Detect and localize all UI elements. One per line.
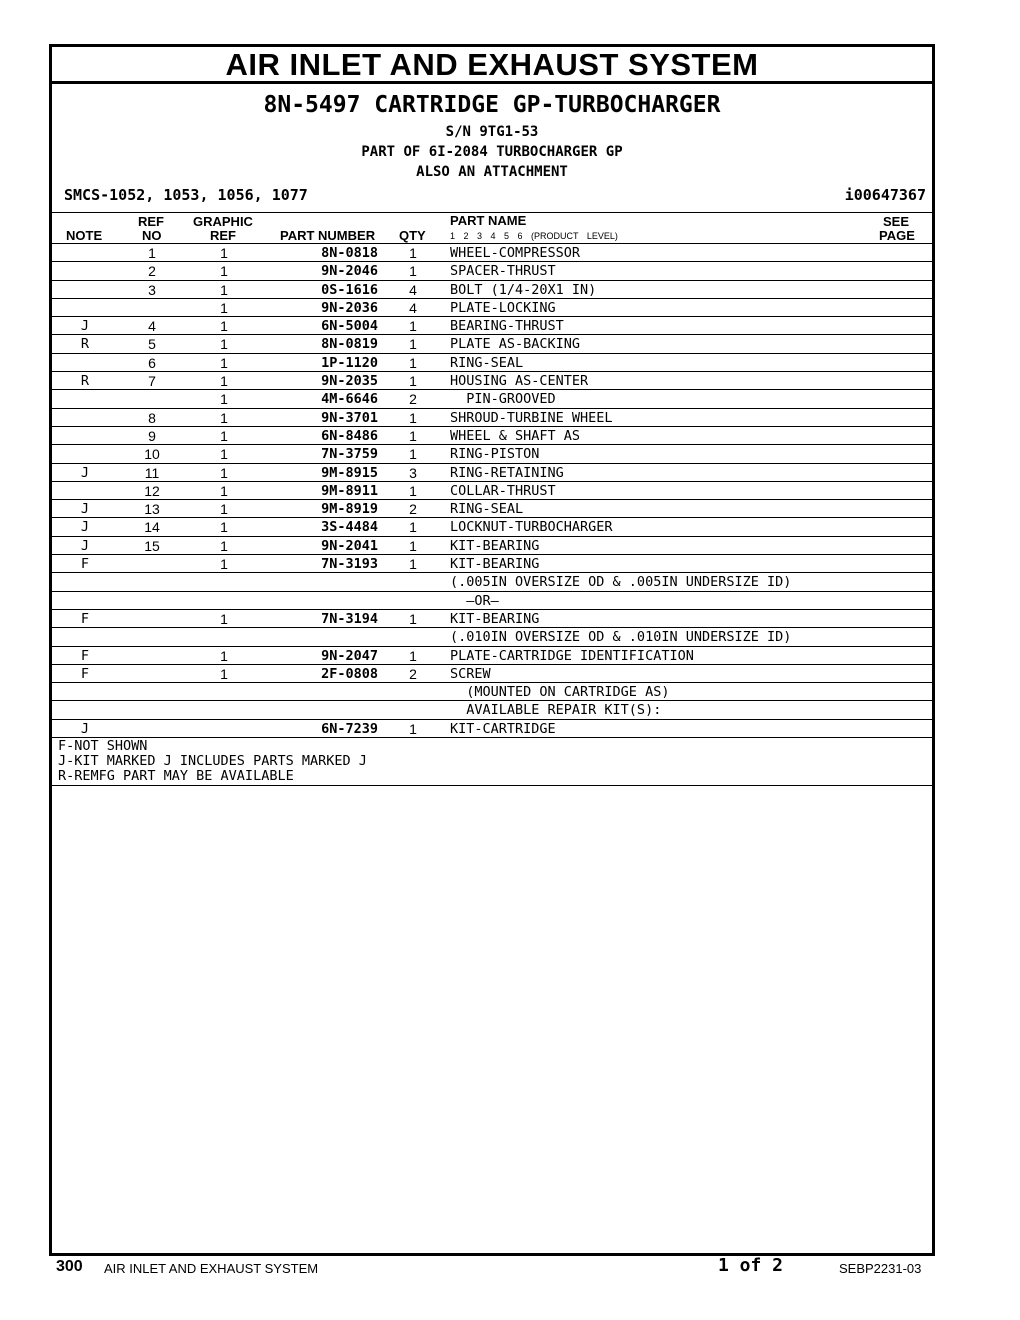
table-row xyxy=(52,518,932,536)
row-note: R xyxy=(80,336,90,353)
col-product-level: 1 2 3 4 5 6 (PRODUCT LEVEL) xyxy=(450,231,618,241)
row-qty: 2 xyxy=(409,665,417,682)
table-row xyxy=(52,720,932,738)
row-part-name: —OR— xyxy=(450,592,499,609)
row-graphic-ref: 1 xyxy=(220,647,228,664)
row-graphic-ref: 1 xyxy=(220,409,228,426)
table-row xyxy=(52,610,932,628)
row-graphic-ref: 1 xyxy=(220,482,228,499)
row-graphic-ref: 1 xyxy=(220,391,228,408)
row-part-number: 9N-2036 xyxy=(321,299,378,316)
page-title: AIR INLET AND EXHAUST SYSTEM xyxy=(52,47,932,84)
row-ref-no: 2 xyxy=(148,263,156,280)
table-row xyxy=(52,628,932,646)
row-part-number: 7N-3759 xyxy=(321,446,378,463)
row-graphic-ref: 1 xyxy=(220,519,228,536)
row-ref-no: 15 xyxy=(144,537,160,554)
row-part-name: PLATE-CARTRIDGE IDENTIFICATION xyxy=(450,647,694,664)
table-row xyxy=(52,335,932,353)
table-row xyxy=(52,372,932,390)
row-graphic-ref: 1 xyxy=(220,281,228,298)
parts-page-frame xyxy=(49,44,935,1256)
row-qty: 2 xyxy=(409,501,417,518)
row-part-name: BOLT (1/4-20X1 IN) xyxy=(450,281,597,298)
parts-table xyxy=(52,244,932,738)
row-part-name: (MOUNTED ON CARTRIDGE AS) xyxy=(450,684,670,701)
row-part-name: PLATE AS-BACKING xyxy=(450,336,581,353)
row-qty: 1 xyxy=(409,610,417,627)
table-row xyxy=(52,482,932,500)
part-of-line: PART OF 6I-2084 TURBOCHARGER GP xyxy=(361,144,623,160)
row-note: J xyxy=(80,537,90,554)
row-qty: 1 xyxy=(409,556,417,573)
row-qty: 1 xyxy=(409,519,417,536)
table-row xyxy=(52,299,932,317)
row-qty: 1 xyxy=(409,482,417,499)
table-row xyxy=(52,390,932,408)
row-ref-no: 10 xyxy=(144,446,160,463)
row-part-number: 7N-3193 xyxy=(321,556,378,573)
row-part-number: 6N-8486 xyxy=(321,427,378,444)
row-part-number: 8N-0818 xyxy=(321,245,378,261)
row-graphic-ref: 1 xyxy=(220,299,228,316)
row-part-name: RING-RETAINING xyxy=(450,464,564,481)
col-note: NOTE xyxy=(66,228,103,243)
attachment-line: ALSO AN ATTACHMENT xyxy=(416,164,568,180)
row-ref-no: 4 xyxy=(148,318,156,335)
row-qty: 1 xyxy=(409,373,417,390)
smcs-codes: SMCS-1052, 1053, 1056, 1077 xyxy=(64,186,308,204)
row-ref-no: 6 xyxy=(148,354,156,371)
row-part-number: 4M-6646 xyxy=(321,391,378,408)
row-qty: 1 xyxy=(409,336,417,353)
row-note: J xyxy=(80,519,90,536)
row-qty: 1 xyxy=(409,245,417,261)
row-qty: 3 xyxy=(409,464,417,481)
row-note: R xyxy=(80,373,90,390)
row-qty: 1 xyxy=(409,354,417,371)
col-ref-top: REF xyxy=(138,214,164,229)
document-number: SEBP2231-03 xyxy=(839,1261,922,1276)
row-part-name: RING-SEAL xyxy=(450,354,524,371)
row-ref-no: 9 xyxy=(148,427,156,444)
serial-number: S/N 9TG1-53 xyxy=(445,124,539,140)
row-part-name: PLATE-LOCKING xyxy=(450,299,556,316)
table-row xyxy=(52,354,932,372)
illustration-id: i00647367 xyxy=(844,186,926,204)
table-row xyxy=(52,555,932,573)
row-qty: 1 xyxy=(409,427,417,444)
row-part-number: 3S-4484 xyxy=(321,519,378,536)
row-part-number: 9M-8919 xyxy=(321,501,378,518)
page-number: 300 xyxy=(56,1258,83,1275)
table-row xyxy=(52,665,932,683)
row-note: J xyxy=(80,720,90,737)
row-note: F xyxy=(80,556,90,573)
group-header xyxy=(52,84,932,213)
row-graphic-ref: 1 xyxy=(220,665,228,682)
row-part-name: (.005IN OVERSIZE OD & .005IN UNDERSIZE ID) xyxy=(450,574,792,591)
row-part-name: (.010IN OVERSIZE OD & .010IN UNDERSIZE ID) xyxy=(450,629,792,646)
row-part-number: 7N-3194 xyxy=(321,610,378,627)
row-graphic-ref: 1 xyxy=(220,263,228,280)
col-ref-bottom: NO xyxy=(142,228,162,243)
row-part-name: PIN-GROOVED xyxy=(450,391,556,408)
row-part-name: LOCKNUT-TURBOCHARGER xyxy=(450,519,613,536)
row-ref-no: 14 xyxy=(144,519,160,536)
row-ref-no: 5 xyxy=(148,336,156,353)
row-part-number: 0S-1616 xyxy=(321,281,378,298)
row-qty: 2 xyxy=(409,391,417,408)
table-row xyxy=(52,262,932,280)
table-row xyxy=(52,244,932,262)
row-part-name: SPACER-THRUST xyxy=(450,263,556,280)
note-line: J-KIT MARKED J INCLUDES PARTS MARKED J xyxy=(58,753,367,770)
row-graphic-ref: 1 xyxy=(220,446,228,463)
row-note: F xyxy=(80,610,90,627)
row-qty: 1 xyxy=(409,263,417,280)
table-row xyxy=(52,592,932,610)
row-part-number: 8N-0819 xyxy=(321,336,378,353)
note-line: R-REMFG PART MAY BE AVAILABLE xyxy=(58,768,294,785)
row-graphic-ref: 1 xyxy=(220,427,228,444)
row-part-name: WHEEL-COMPRESSOR xyxy=(450,245,581,261)
row-ref-no: 8 xyxy=(148,409,156,426)
row-part-name: KIT-BEARING xyxy=(450,610,540,627)
row-part-name: RING-PISTON xyxy=(450,446,540,463)
row-part-number: 2F-0808 xyxy=(321,665,378,682)
row-graphic-ref: 1 xyxy=(220,610,228,627)
row-part-number: 9N-2035 xyxy=(321,373,378,390)
row-part-number: 9M-8911 xyxy=(321,482,378,499)
column-header xyxy=(52,213,932,244)
row-part-number: 9N-2041 xyxy=(321,537,378,554)
row-note: J xyxy=(80,318,90,335)
row-part-name: KIT-BEARING xyxy=(450,556,540,573)
row-part-name: BEARING-THRUST xyxy=(450,318,564,335)
table-row xyxy=(52,409,932,427)
row-part-number: 9M-8915 xyxy=(321,464,378,481)
row-ref-no: 11 xyxy=(144,464,160,481)
row-ref-no: 1 xyxy=(148,245,156,261)
notes-legend xyxy=(52,738,932,786)
table-row xyxy=(52,537,932,555)
col-graphic-top: GRAPHIC xyxy=(193,214,253,229)
row-graphic-ref: 1 xyxy=(220,501,228,518)
row-part-name: KIT-CARTRIDGE xyxy=(450,720,556,737)
row-part-name: COLLAR-THRUST xyxy=(450,482,556,499)
row-part-number: 9N-3701 xyxy=(321,409,378,426)
row-part-number: 6N-5004 xyxy=(321,318,378,335)
row-graphic-ref: 1 xyxy=(220,245,228,261)
row-part-number: 9N-2046 xyxy=(321,263,378,280)
row-part-name: AVAILABLE REPAIR KIT(S): xyxy=(450,702,662,719)
row-part-name: WHEEL & SHAFT AS xyxy=(450,427,581,444)
col-see-top: SEE xyxy=(883,214,910,229)
table-row xyxy=(52,317,932,335)
row-note: F xyxy=(80,647,90,664)
row-qty: 4 xyxy=(409,299,417,316)
row-ref-no: 3 xyxy=(148,281,156,298)
row-graphic-ref: 1 xyxy=(220,373,228,390)
row-graphic-ref: 1 xyxy=(220,537,228,554)
row-ref-no: 13 xyxy=(144,501,160,518)
table-row xyxy=(52,427,932,445)
page-footer xyxy=(56,1255,940,1282)
row-part-number: 6N-7239 xyxy=(321,720,378,737)
row-note: J xyxy=(80,464,90,481)
footer-section: AIR INLET AND EXHAUST SYSTEM xyxy=(104,1261,319,1276)
row-qty: 1 xyxy=(409,409,417,426)
col-qty: QTY xyxy=(399,228,426,243)
row-ref-no: 12 xyxy=(144,482,160,499)
table-row xyxy=(52,500,932,518)
table-row xyxy=(52,683,932,701)
col-part-number: PART NUMBER xyxy=(280,228,376,243)
row-note: F xyxy=(80,665,90,682)
row-ref-no: 7 xyxy=(148,373,156,390)
row-qty: 1 xyxy=(409,647,417,664)
row-part-name: HOUSING AS-CENTER xyxy=(450,373,589,390)
row-part-name: KIT-BEARING xyxy=(450,537,540,554)
row-qty: 1 xyxy=(409,720,417,737)
note-line: F-NOT SHOWN xyxy=(58,738,148,755)
row-part-name: SHROUD-TURBINE WHEEL xyxy=(450,409,613,426)
table-row xyxy=(52,464,932,482)
row-qty: 1 xyxy=(409,318,417,335)
table-row xyxy=(52,573,932,591)
col-see-bottom: PAGE xyxy=(879,228,915,243)
table-row xyxy=(52,647,932,665)
row-graphic-ref: 1 xyxy=(220,464,228,481)
page-of: 1 of 2 xyxy=(718,1255,784,1276)
row-qty: 4 xyxy=(409,281,417,298)
row-qty: 1 xyxy=(409,446,417,463)
row-graphic-ref: 1 xyxy=(220,336,228,353)
col-graphic-bottom: REF xyxy=(210,228,236,243)
table-row xyxy=(52,701,932,719)
table-row xyxy=(52,281,932,299)
row-part-number: 9N-2047 xyxy=(321,647,378,664)
row-part-name: SCREW xyxy=(450,665,491,682)
row-note: J xyxy=(80,501,90,518)
table-row xyxy=(52,445,932,463)
row-part-number: 1P-1120 xyxy=(321,354,378,371)
row-qty: 1 xyxy=(409,537,417,554)
row-graphic-ref: 1 xyxy=(220,318,228,335)
row-graphic-ref: 1 xyxy=(220,556,228,573)
group-title: 8N-5497 CARTRIDGE GP-TURBOCHARGER xyxy=(263,92,721,118)
col-part-name: PART NAME xyxy=(450,213,527,228)
row-part-name: RING-SEAL xyxy=(450,501,524,518)
row-graphic-ref: 1 xyxy=(220,354,228,371)
